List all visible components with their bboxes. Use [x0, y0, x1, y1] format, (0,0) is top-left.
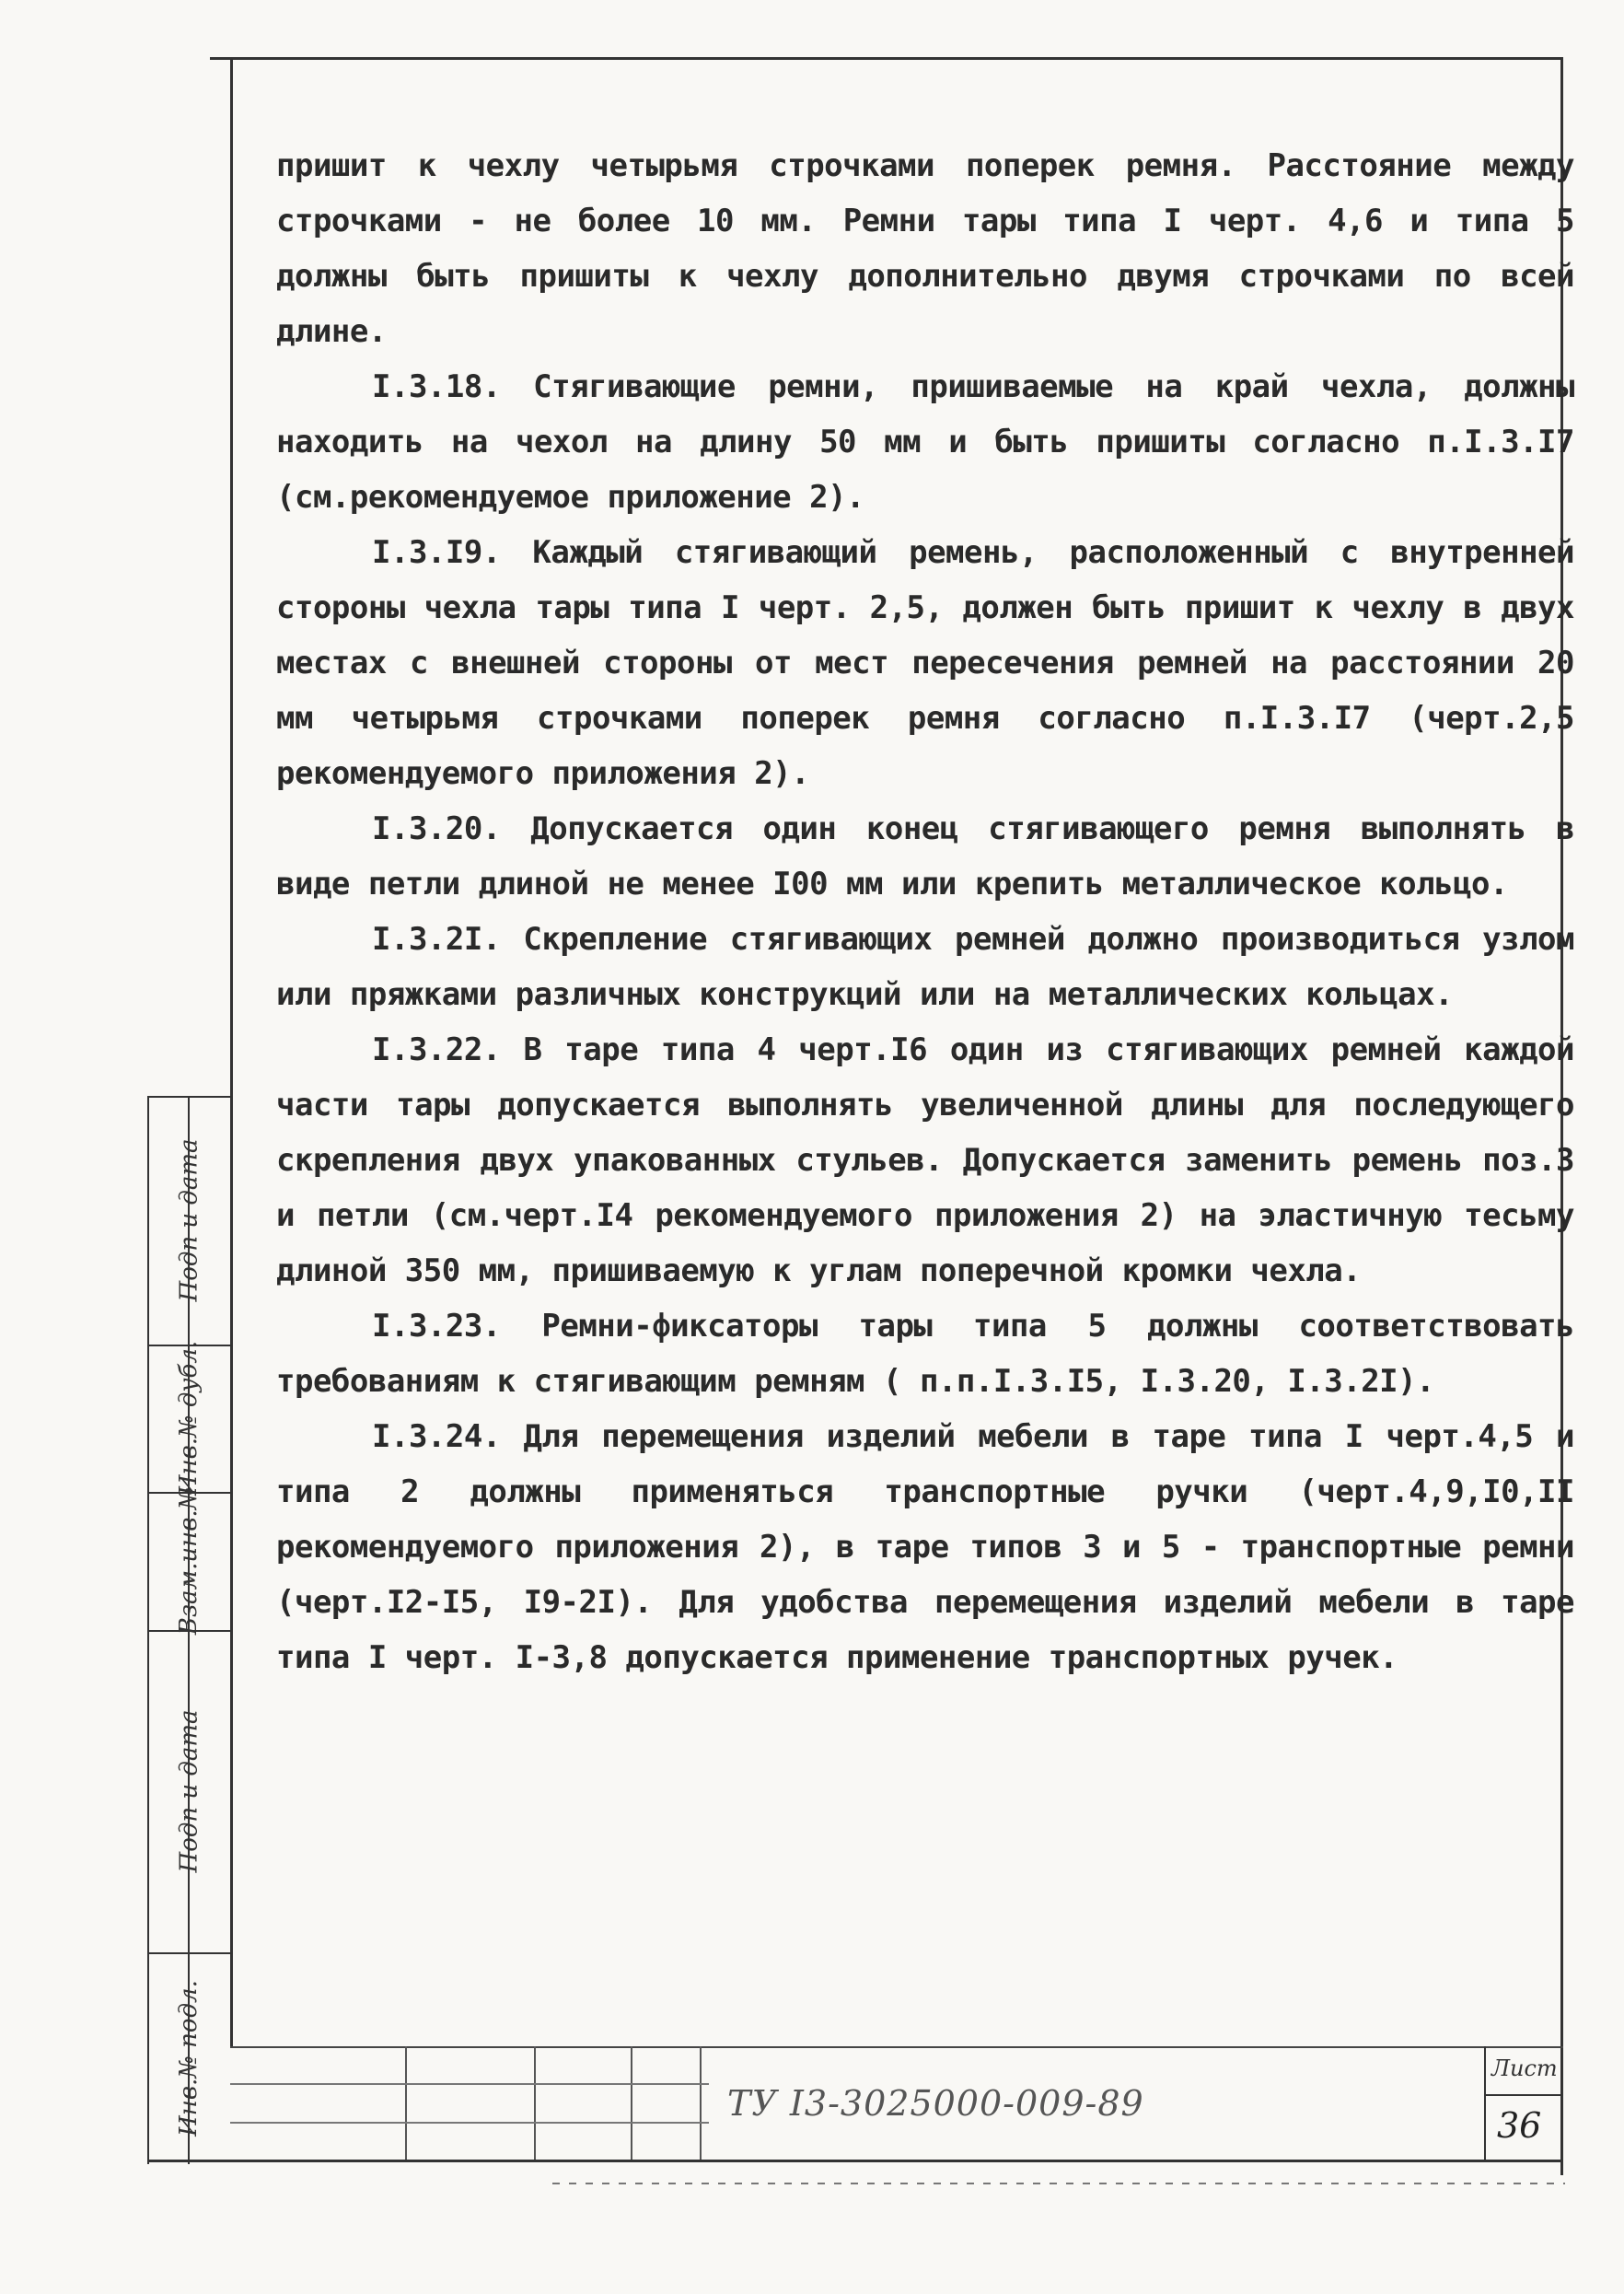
sheet-number: 36 [1497, 2105, 1542, 2146]
sheet-number-box [1484, 2046, 1563, 2160]
binding-label: Подп и дата [175, 1709, 203, 1873]
paragraph-continuation: пришит к чехлу четырьмя строчками поперек ремня. Расстояние между строчками - не более 10 мм. Ремни тары типа I черт. 4,6 и типа 5 должны быть пришиты к чехлу дополнительно двумя строчками по всей длине. [276, 147, 1574, 350]
binding-cell-original-inv [147, 1952, 230, 2164]
binding-cell-dup-inv [147, 1340, 230, 1496]
paragraph-1-3-23: I.3.23. Ремни-фиксаторы тары типа 5 должны соответствовать требованиям к стягивающим ремням ( п.п.I.3.I5, I.3.20, I.3.2I). [276, 1308, 1574, 1400]
body-text [276, 138, 1574, 1685]
document-code: ТУ I3-3025000-009-89 [727, 2083, 1144, 2124]
binding-cell-sign-date-1 [147, 1096, 230, 1345]
paragraph-1-3-22: I.3.22. В таре типа 4 черт.I6 один из стягивающих ремней каждой части тары допускается выполнять увеличенной длины для последующего скрепления двух упакованных стульев. Допускается заменить ремень поз.3 и петли (см.черт.I4 рекомендуемого приложения 2) на эластичную тесьму длиной 350 мм, пришиваемую к углам поперечной кромки чехла. [276, 1031, 1574, 1289]
sheet-box-divider [1486, 2094, 1563, 2096]
paragraph-1-3-21: I.3.2I. Скрепление стягивающих ремней должно производиться узлом или пряжками различных конструкций или на металлических кольцах. [276, 921, 1574, 1013]
tb-col-line [534, 2046, 536, 2160]
binding-strip [147, 1096, 230, 2164]
binding-label: Подп и дата [175, 1138, 203, 1302]
frame-left-line [230, 57, 233, 2046]
binding-label: Взам.инв.№ [175, 1486, 203, 1636]
binding-cell-replace-inv [147, 1486, 230, 1636]
paragraph-1-3-18: I.3.18. Стягивающие ремни, пришиваемые на край чехла, должны находить на чехол на длину 50 мм и быть пришиты согласно п.I.3.I7 (см.рекомендуемое приложение 2). [276, 368, 1574, 516]
tb-col-line [405, 2046, 407, 2160]
tb-row-line [230, 2122, 709, 2124]
binding-cell-sign-date-2 [147, 1630, 230, 1952]
tb-col-line [700, 2046, 702, 2160]
paragraph-1-3-20: I.3.20. Допускается один конец стягивающего ремня выполнять в виде петли длиной не менее I00 мм или крепить металлическое кольцо. [276, 810, 1574, 902]
binding-label: Инв.№ подл. [175, 1980, 203, 2137]
tb-row-line [230, 2083, 709, 2085]
scan-artifact-line [552, 2183, 1565, 2184]
paragraph-1-3-19: I.3.I9. Каждый стягивающий ремень, расположенный с внутренней стороны чехла тары типа I черт. 2,5, должен быть пришит к чехлу в двух местах с внешней стороны от мест пересечения ремней на расстоянии 20 мм четырьмя строчками поперек ремня согласно п.I.3.I7 (черт.2,5 рекомендуемого приложения 2). [276, 534, 1574, 792]
frame-bottom-line [147, 2160, 1563, 2162]
paragraph-1-3-24: I.3.24. Для перемещения изделий мебели в таре типа I черт.4,5 и типа 2 должны применяться транспортные ручки (черт.4,9,I0,II рекомендуемого приложения 2), в таре типов 3 и 5 - транспортные ремни (черт.I2-I5, I9-2I). Для удобства перемещения изделий мебели в таре типа I черт. I-3,8 допускается применение транспортных ручек. [276, 1418, 1574, 1676]
binding-label: Инв.№ дубл. [175, 1340, 203, 1496]
sheet-label: Лист [1491, 2055, 1558, 2081]
tb-col-line [631, 2046, 632, 2160]
frame-top-line [210, 57, 1563, 60]
title-block-grid [230, 2046, 709, 2160]
